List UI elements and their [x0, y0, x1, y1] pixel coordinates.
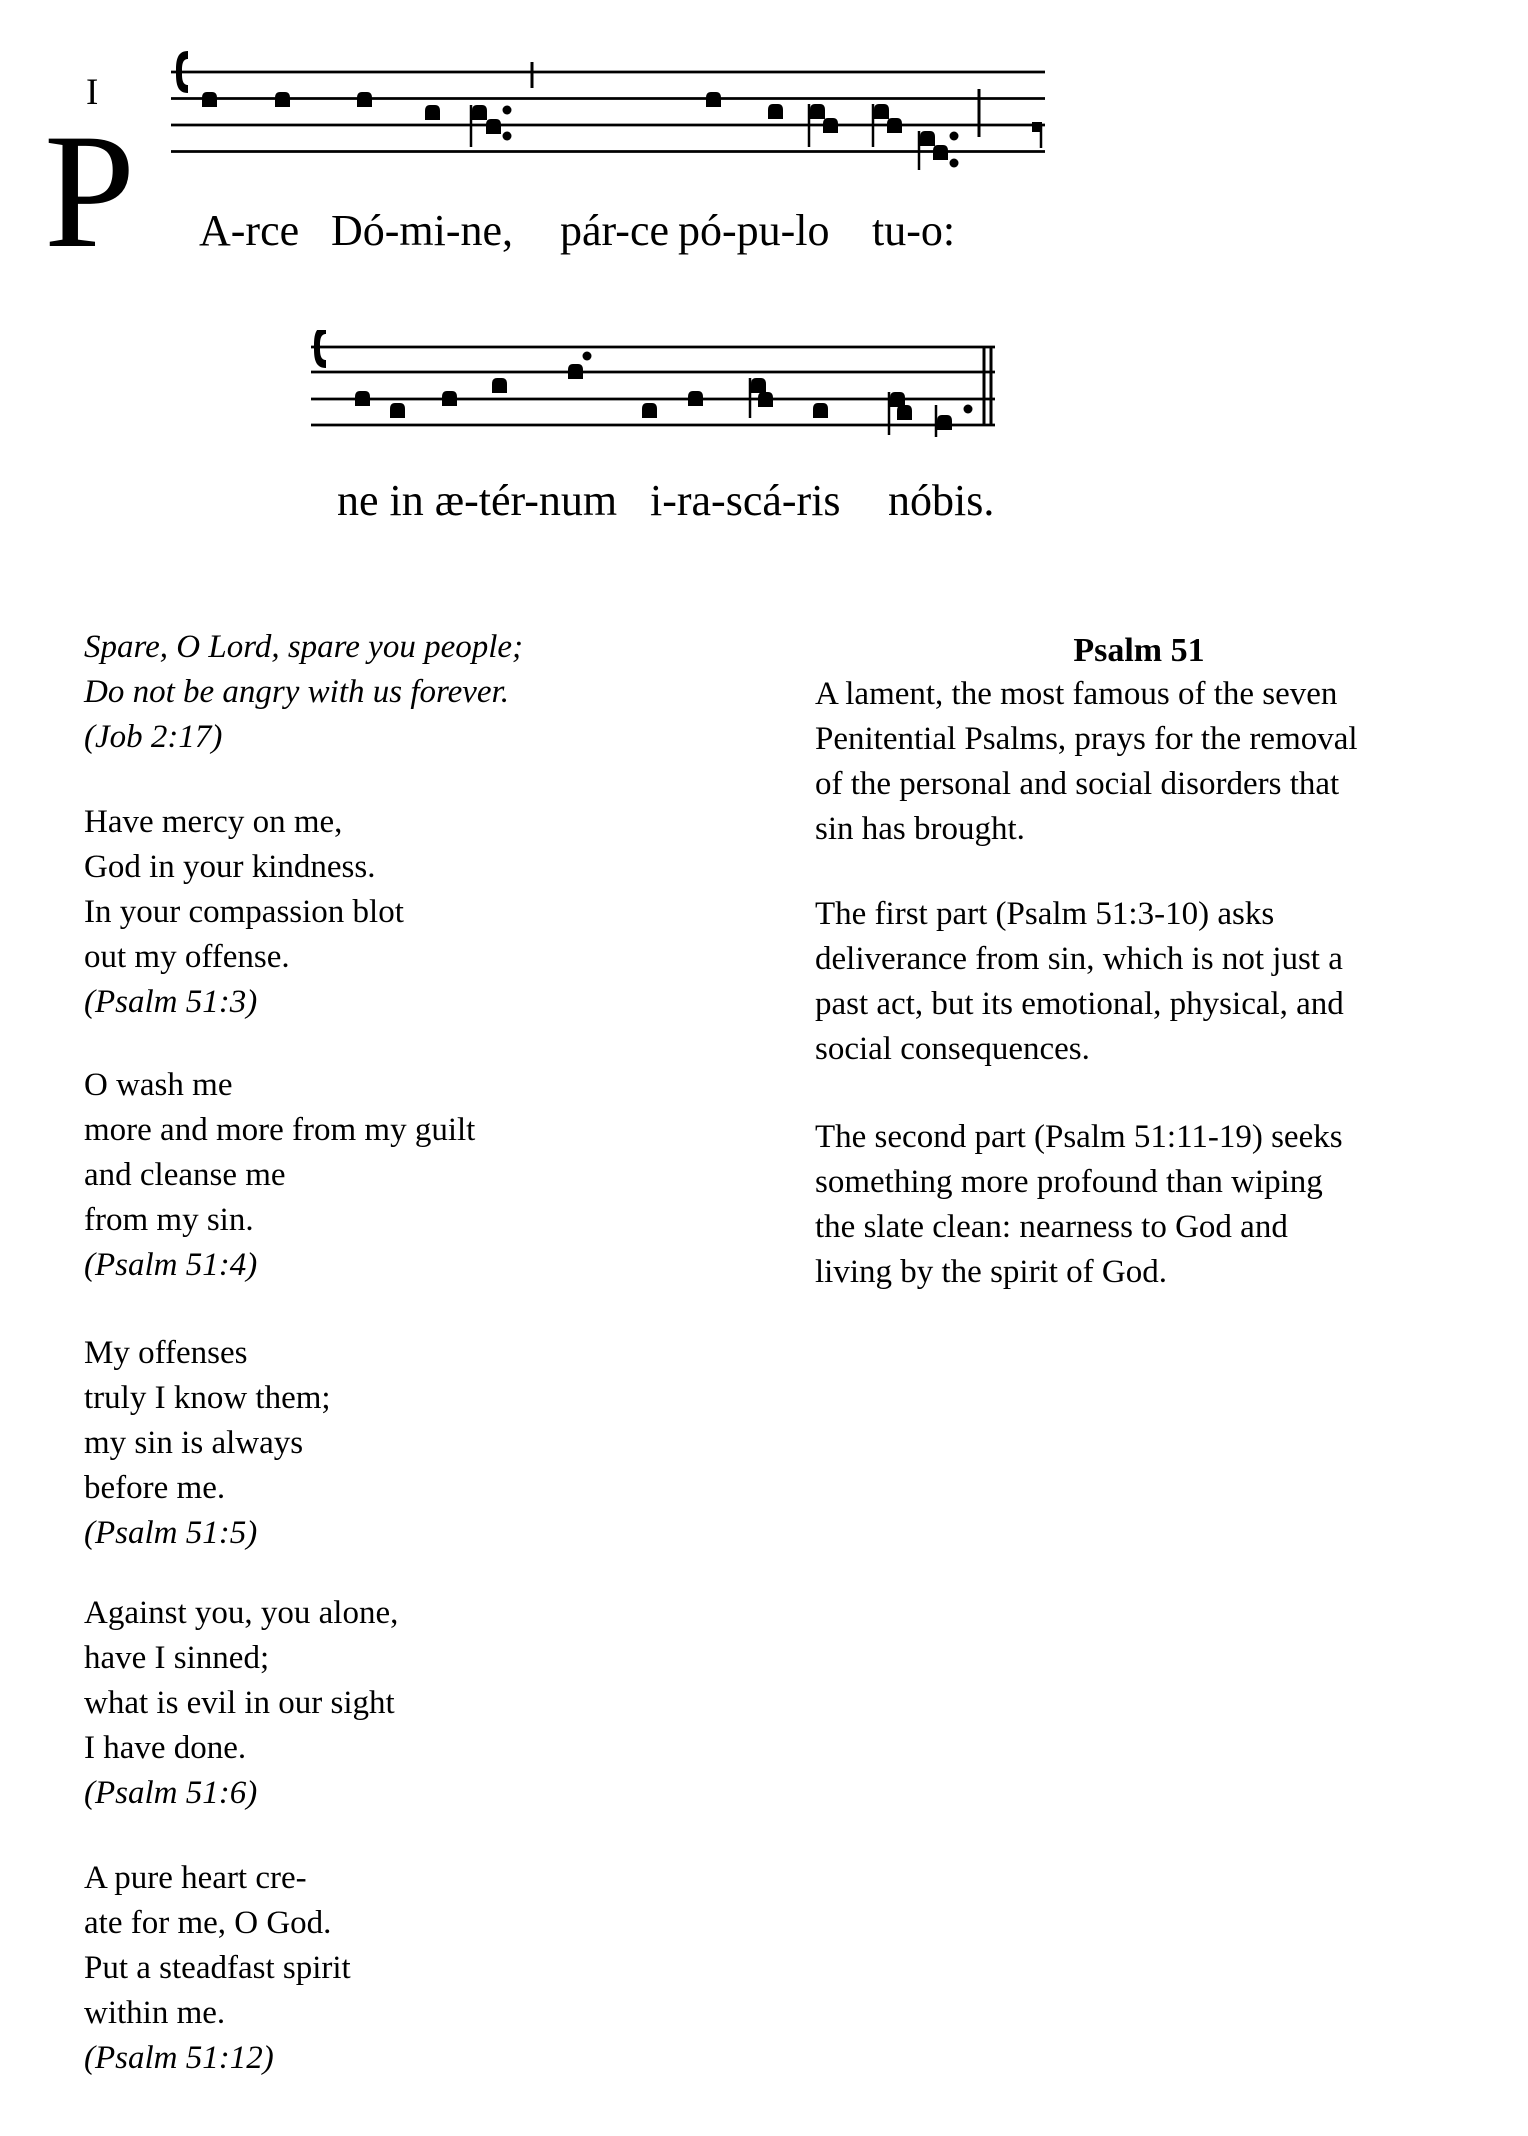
double-barline — [984, 347, 991, 425]
verse-line: within me. — [84, 1995, 226, 2031]
verse-line: God in your kindness. — [84, 849, 376, 885]
custos-icon — [1032, 122, 1042, 148]
staff-lines — [171, 72, 1045, 152]
verse-line: have I sinned; — [84, 1640, 270, 1676]
commentary-paragraph — [815, 892, 1475, 1072]
verse-citation: (Psalm 51:12) — [84, 2040, 274, 2076]
commentary-line: something more profound than wiping — [815, 1164, 1323, 1200]
chant-staff-2 — [300, 330, 1010, 450]
verse-line: my sin is always — [84, 1425, 304, 1461]
verse-citation: (Psalm 51:4) — [84, 1247, 258, 1283]
stanza — [84, 1591, 398, 1816]
verse-line: My offenses — [84, 1335, 248, 1371]
verse-line: out my offense. — [84, 939, 290, 975]
commentary-line: the slate clean: nearness to God and — [815, 1209, 1288, 1245]
verse-citation: (Job 2:17) — [84, 719, 223, 755]
verse-line: Spare, O Lord, spare you people; — [84, 629, 524, 665]
verse-citation: (Psalm 51:5) — [84, 1515, 258, 1551]
commentary-line: past act, but its emotional, physical, and — [815, 986, 1344, 1022]
commentary-line: The second part (Psalm 51:11-19) seeks — [815, 1119, 1343, 1155]
neumes-line-1 — [202, 62, 1042, 170]
verse-line: from my sin. — [84, 1202, 254, 1238]
mode-numeral: I — [86, 72, 99, 113]
verse-line: truly I know them; — [84, 1380, 331, 1416]
commentary-line: social consequences. — [815, 1031, 1090, 1067]
stanza — [84, 1063, 475, 1288]
verse-line: ate for me, O God. — [84, 1905, 332, 1941]
commentary-line: sin has brought. — [815, 811, 1025, 847]
verse-line: Have mercy on me, — [84, 804, 343, 840]
commentary-paragraph — [815, 1115, 1475, 1295]
neumes-line-2 — [355, 347, 991, 437]
commentary-line: A lament, the most famous of the seven — [815, 676, 1338, 712]
verse-line: what is evil in our sight — [84, 1685, 395, 1721]
stanza — [84, 1331, 331, 1556]
commentary-line: Penitential Psalms, prays for the removal — [815, 721, 1358, 757]
commentary-line: deliverance from sin, which is not just a — [815, 941, 1343, 977]
verse-line: O wash me — [84, 1067, 233, 1103]
verse-line: A pure heart cre- — [84, 1860, 307, 1896]
commentary-line: The first part (Psalm 51:3-10) asks — [815, 896, 1275, 932]
stanza — [84, 1856, 351, 2081]
lyric-syllable: tu-o: — [872, 206, 956, 255]
psalm-heading: Psalm 51 — [1073, 632, 1205, 669]
verse-line: before me. — [84, 1470, 226, 1506]
lyric-syllable: Dó-mi-ne, — [331, 206, 514, 255]
stanza — [84, 800, 404, 1025]
commentary-line: of the personal and social disorders that — [815, 766, 1340, 802]
lyric-syllable: pó-pu-lo — [678, 206, 830, 255]
lyric-syllable: nóbis. — [888, 476, 995, 525]
verse-line: more and more from my guilt — [84, 1112, 476, 1148]
drop-cap-initial: P — [44, 101, 136, 282]
verse-line: Do not be angry with us forever. — [84, 674, 509, 710]
verse-citation: (Psalm 51:3) — [84, 984, 258, 1020]
lyric-syllable: ne in æ-tér-num — [337, 476, 618, 525]
lyric-syllable: A-rce — [199, 206, 300, 255]
intro-verse — [84, 625, 523, 760]
verse-line: I have done. — [84, 1730, 247, 1766]
chant-staff-1 — [160, 35, 1060, 205]
verse-line: Put a steadfast spirit — [84, 1950, 351, 1986]
verse-line: and cleanse me — [84, 1157, 286, 1193]
do-clef-icon — [314, 330, 326, 368]
lyric-syllable: i-ra-scá-ris — [650, 476, 841, 525]
verse-citation: (Psalm 51:6) — [84, 1775, 258, 1811]
verse-line: In your compassion blot — [84, 894, 404, 930]
lyric-syllable: pár-ce — [560, 206, 670, 255]
verse-line: Against you, you alone, — [84, 1595, 399, 1631]
commentary-line: living by the spirit of God. — [815, 1254, 1167, 1290]
commentary-paragraph — [815, 672, 1475, 852]
